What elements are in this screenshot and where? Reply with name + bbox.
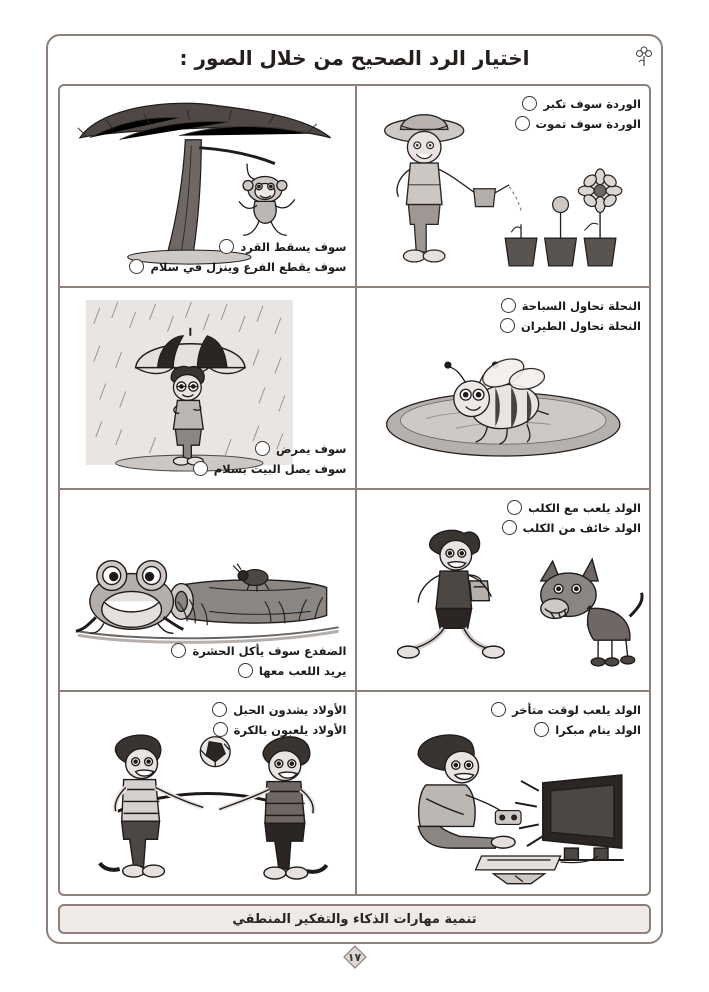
option-row[interactable] <box>129 259 346 274</box>
option-label: الأولاد يلعبون بالكرة <box>233 722 347 737</box>
option-label: النحلة تحاول الطيران <box>520 318 641 333</box>
option-label: الوردة سوف تموت <box>535 116 641 131</box>
question-cell-q8 <box>60 692 355 894</box>
option-label: سوف يقطع الفرع وينزل في سلام <box>150 259 347 274</box>
option-label: الولد يلعب مع الكلب <box>528 500 641 515</box>
option-label: الولد خائف من الكلب <box>522 520 641 535</box>
option-bubble[interactable] <box>491 702 506 717</box>
options-q7 <box>491 702 641 737</box>
question-cell-q1 <box>355 86 650 288</box>
page-title: اختيار الرد الصحيح من خلال الصور : <box>179 46 530 70</box>
option-row[interactable] <box>502 520 641 535</box>
option-row[interactable] <box>534 722 641 737</box>
option-label: سوف يصل البيت بسلام <box>213 461 347 476</box>
option-label: الأولاد يشدون الحبل <box>233 702 347 717</box>
footer-banner <box>58 904 651 934</box>
option-label: الولد ينام مبكرا <box>555 722 641 737</box>
option-label: الضفدع سوف يأكل الحشرة <box>192 643 347 658</box>
worksheet-frame <box>46 34 663 944</box>
options-q6 <box>171 643 346 678</box>
option-label: سوف يمرض <box>275 441 347 456</box>
option-bubble[interactable] <box>212 702 227 717</box>
page-number-badge <box>342 944 368 970</box>
option-bubble[interactable] <box>515 116 530 131</box>
options-q2 <box>129 239 346 274</box>
option-row[interactable] <box>500 318 641 333</box>
option-label: الوردة سوف تكبر <box>543 96 641 111</box>
option-row[interactable] <box>507 500 641 515</box>
option-row[interactable] <box>491 702 641 717</box>
option-bubble[interactable] <box>522 96 537 111</box>
question-cell-q3 <box>355 288 650 490</box>
option-label: يريد اللعب معها <box>258 663 347 678</box>
questions-grid <box>58 84 651 896</box>
option-label: الولد يلعب لوقت متأخر <box>512 702 641 717</box>
option-bubble[interactable] <box>255 441 270 456</box>
option-label: النحلة تحاول السباحة <box>521 298 641 313</box>
options-q4 <box>193 441 347 476</box>
page-header <box>48 36 661 80</box>
option-bubble[interactable] <box>238 663 253 678</box>
option-bubble[interactable] <box>129 259 144 274</box>
option-row[interactable] <box>213 722 347 737</box>
option-bubble[interactable] <box>193 461 208 476</box>
option-row[interactable] <box>212 702 346 717</box>
page-number: ١٧ <box>347 950 362 964</box>
option-row[interactable] <box>501 298 641 313</box>
option-row[interactable] <box>515 116 641 131</box>
option-bubble[interactable] <box>500 318 515 333</box>
option-row[interactable] <box>238 663 347 678</box>
options-q3 <box>500 298 641 333</box>
footer-text: تنمية مهارات الذكاء والتفكير المنطقي <box>232 911 477 927</box>
option-row[interactable] <box>255 441 347 456</box>
flower-icon <box>635 45 653 67</box>
option-row[interactable] <box>193 461 347 476</box>
option-row[interactable] <box>219 239 346 254</box>
question-cell-q2 <box>60 86 355 288</box>
options-q1 <box>515 96 641 131</box>
options-q8 <box>212 702 346 737</box>
options-q5 <box>502 500 641 535</box>
option-bubble[interactable] <box>507 500 522 515</box>
question-cell-q4 <box>60 288 355 490</box>
question-cell-q5 <box>355 490 650 692</box>
option-bubble[interactable] <box>219 239 234 254</box>
option-bubble[interactable] <box>171 643 186 658</box>
option-bubble[interactable] <box>501 298 516 313</box>
option-label: سوف يسقط القرد <box>240 239 347 254</box>
option-bubble[interactable] <box>213 722 228 737</box>
question-cell-q6 <box>60 490 355 692</box>
option-bubble[interactable] <box>534 722 549 737</box>
question-cell-q7 <box>355 692 650 894</box>
option-row[interactable] <box>522 96 641 111</box>
option-row[interactable] <box>171 643 346 658</box>
option-bubble[interactable] <box>502 520 517 535</box>
